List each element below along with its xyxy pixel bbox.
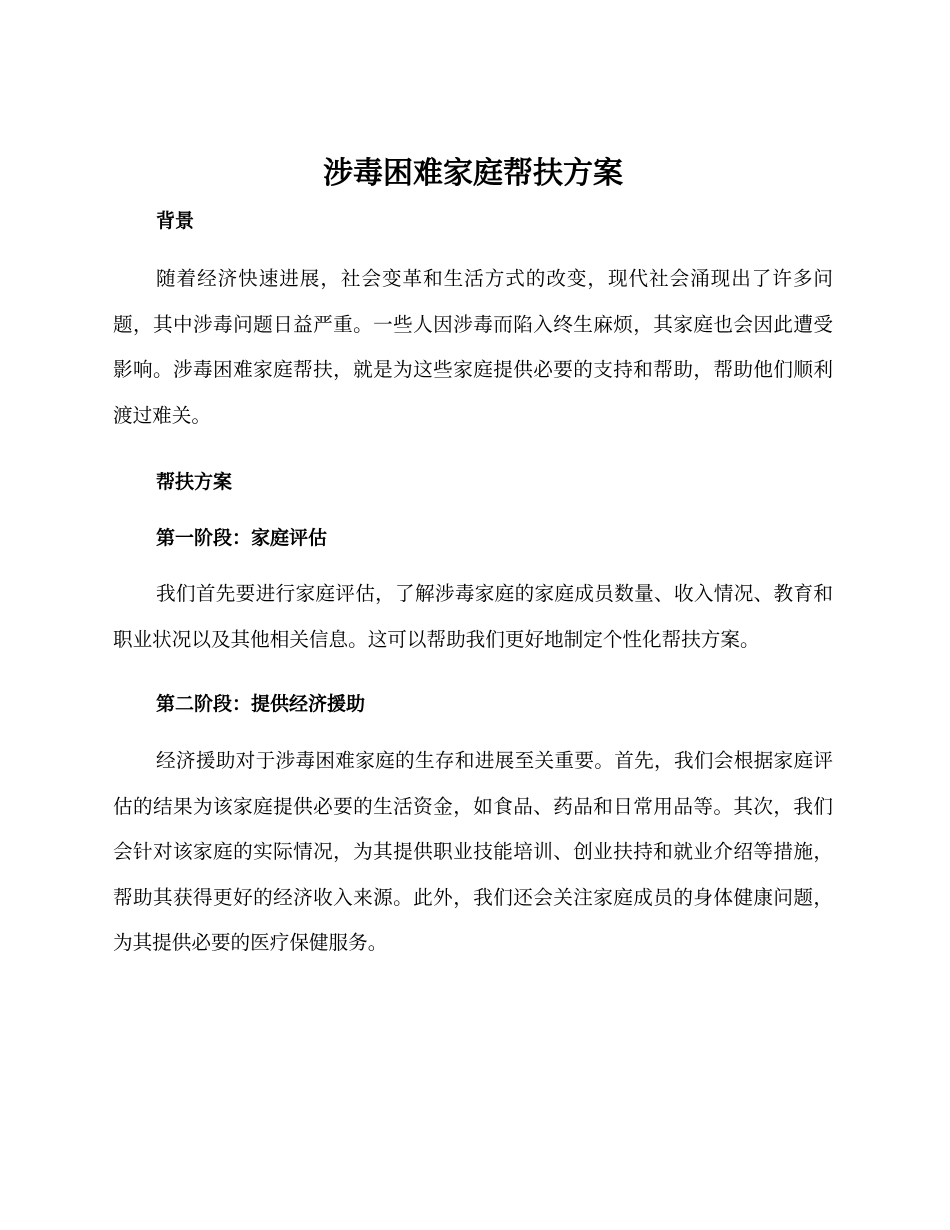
paragraph-background: 随着经济快速进展，社会变革和生活方式的改变，现代社会涌现出了许多问题，其中涉毒问题日益严重。一些人因涉毒而陷入终生麻烦，其家庭也会因此遭受影响。涉毒困难家庭帮扶，就是为这些家庭提供必要的支持和帮助，帮助他们顺利渡过难关。 (113, 267, 833, 427)
document-title: 涉毒困难家庭帮扶方案 (323, 156, 623, 191)
document-page (113, 150, 833, 966)
section-heading-background: 背景 (156, 210, 195, 232)
section-heading-stage2: 第二阶段：提供经济援助 (156, 693, 366, 715)
section-heading-stage1: 第一阶段：家庭评估 (156, 527, 328, 549)
paragraph-stage1: 我们首先要进行家庭评估，了解涉毒家庭的家庭成员数量、收入情况、教育和职业状况以及其他相关信息。这可以帮助我们更好地制定个性化帮扶方案。 (113, 582, 833, 651)
section-heading-plan: 帮扶方案 (156, 471, 233, 493)
paragraph-stage2: 经济援助对于涉毒困难家庭的生存和进展至关重要。首先，我们会根据家庭评估的结果为该家庭提供必要的生活资金，如食品、药品和日常用品等。其次，我们会针对该家庭的实际情况，为其提供职业技能培训、创业扶持和就业介绍等措施，帮助其获得更好的经济收入来源。此外，我们还会关注家庭成员的身体健康问题，为其提供必要的医疗保健服务。 (113, 749, 833, 954)
